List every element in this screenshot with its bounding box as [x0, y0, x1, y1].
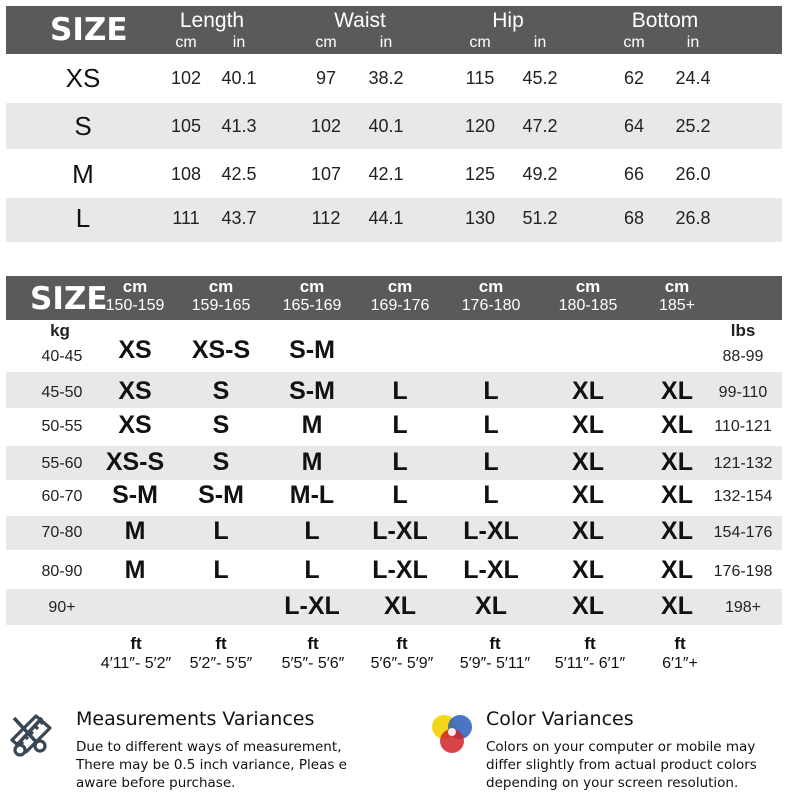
table-cell: 68 [623, 208, 645, 228]
color-circles-icon [427, 709, 477, 759]
size-cell: XL [475, 592, 507, 620]
table-cell: 62 [623, 68, 645, 88]
weight-kg-label: 60-70 [41, 488, 83, 505]
feet-range-label: 4′11″- 5′2″ [100, 655, 172, 672]
table-cell: 102 [170, 68, 202, 88]
measurement-note-line-1: Due to different ways of measurement, [76, 739, 342, 755]
table-cell: 40.1 [221, 68, 257, 88]
weight-kg-label: 50-55 [41, 418, 83, 435]
size-cell: XL [572, 481, 604, 509]
size-cell: XL [661, 556, 693, 584]
color-note-line-2: differ slightly from actual product colors [486, 757, 757, 773]
size-label: XS [65, 63, 101, 93]
size-cell: L-XL [463, 517, 519, 545]
size-cell: M [301, 448, 323, 476]
height-unit-label: cm [299, 277, 325, 296]
unit-cm-label: cm [315, 34, 337, 51]
size-cell: XS [118, 336, 152, 364]
size-cell: XL [572, 592, 604, 620]
table-cell: 51.2 [522, 208, 558, 228]
height-unit-label: cm [575, 277, 601, 296]
size-label: S [74, 111, 92, 141]
table-cell: 111 [172, 208, 200, 228]
color-note-title: Color Variances [486, 708, 634, 730]
column-title: Waist [334, 9, 386, 32]
table-cell: 25.2 [675, 116, 711, 136]
size-cell: L [483, 448, 499, 476]
table-cell: 26.8 [675, 208, 711, 228]
feet-unit-label: ft [215, 634, 227, 653]
size-cell: XL [572, 556, 604, 584]
size-label: M [72, 159, 94, 189]
size-cell: L [213, 556, 229, 584]
size-cell: L [392, 377, 408, 405]
size-cell: XL [661, 517, 693, 545]
height-unit-label: cm [664, 277, 690, 296]
size-cell: XS-S [105, 448, 165, 476]
table-cell: 40.1 [368, 116, 404, 136]
size-cell: XS-S [191, 336, 251, 364]
table-cell: 43.7 [221, 208, 257, 228]
unit-cm-label: cm [469, 34, 491, 51]
measurement-note-line-3: aware before purchase. [76, 775, 236, 791]
size-cell: L [392, 448, 408, 476]
table-cell: 26.0 [675, 164, 711, 184]
weight-lbs-label: 198+ [724, 599, 762, 616]
table-cell: 66 [623, 164, 645, 184]
color-note-line-1: Colors on your computer or mobile may [486, 739, 756, 755]
table-cell: 47.2 [522, 116, 558, 136]
size-cell: XS [118, 411, 152, 439]
size-cell: L [483, 481, 499, 509]
table-cell: 49.2 [522, 164, 558, 184]
size-label: L [75, 203, 91, 233]
size-cell: L-XL [284, 592, 340, 620]
size-cell: XL [572, 411, 604, 439]
measurement-note-line-2: There may be 0.5 inch variance, Pleas e [76, 757, 347, 773]
height-range-label: 165-169 [282, 297, 342, 314]
size-cell: M [124, 556, 146, 584]
column-title: Hip [492, 9, 524, 32]
feet-unit-label: ft [130, 634, 142, 653]
feet-unit-label: ft [489, 634, 501, 653]
feet-range-label: 6′1″+ [662, 655, 698, 672]
size-cell: L [483, 377, 499, 405]
size-cell: XL [572, 448, 604, 476]
unit-in-label: in [686, 34, 700, 51]
table-cell: 125 [464, 164, 496, 184]
table-cell: 45.2 [522, 68, 558, 88]
size-cell: S [212, 377, 230, 405]
size-cell: S-M [289, 336, 335, 364]
unit-in-label: in [232, 34, 246, 51]
size-cell: S [212, 411, 230, 439]
height-range-label: 169-176 [370, 297, 430, 314]
size-cell: S-M [289, 377, 335, 405]
table-cell: 120 [464, 116, 496, 136]
table-cell: 115 [465, 68, 495, 88]
size-cell: XL [661, 377, 693, 405]
size-cell: S [212, 448, 230, 476]
size-table-title: SIZE [50, 12, 128, 48]
weight-lbs-label: 88-99 [722, 348, 764, 365]
table-cell: 44.1 [368, 208, 404, 228]
size-cell: L [304, 517, 320, 545]
unit-cm-label: cm [623, 34, 645, 51]
table-cell: 102 [310, 116, 342, 136]
height-range-label: 185+ [658, 297, 696, 314]
size-cell: XL [572, 517, 604, 545]
table-cell: 24.4 [675, 68, 711, 88]
table-cell: 107 [310, 164, 342, 184]
height-unit-label: cm [208, 277, 234, 296]
table-cell: 41.3 [221, 116, 257, 136]
fit-table-title: SIZE [30, 281, 108, 317]
feet-unit-label: ft [396, 634, 408, 653]
table-cell: 97 [315, 68, 337, 88]
height-unit-label: cm [122, 277, 148, 296]
size-cell: L-XL [372, 517, 428, 545]
unit-in-label: in [379, 34, 393, 51]
weight-lbs-label: 110-121 [714, 418, 772, 435]
table-cell: 64 [623, 116, 645, 136]
weight-kg-label: 40-45 [41, 348, 83, 365]
kg-label: kg [50, 321, 70, 340]
weight-lbs-label: 99-110 [718, 384, 768, 401]
height-range-label: 180-185 [558, 297, 618, 314]
size-cell: XL [661, 411, 693, 439]
feet-unit-label: ft [307, 634, 319, 653]
size-cell: S-M [112, 481, 158, 509]
unit-cm-label: cm [175, 34, 197, 51]
table-cell: 130 [464, 208, 496, 228]
height-range-label: 150-159 [105, 297, 165, 314]
size-cell: XL [661, 481, 693, 509]
column-title: Length [179, 9, 245, 32]
weight-kg-label: 80-90 [41, 563, 83, 580]
weight-lbs-label: 154-176 [713, 524, 773, 541]
weight-lbs-label: 176-198 [713, 563, 773, 580]
feet-range-label: 5′5″- 5′6″ [281, 655, 345, 672]
size-cell: L [304, 556, 320, 584]
lbs-label: lbs [730, 321, 756, 340]
size-cell: XL [384, 592, 416, 620]
table-cell: 105 [170, 116, 202, 136]
table-cell: 42.5 [221, 164, 257, 184]
size-cell: M [124, 517, 146, 545]
weight-kg-label: 55-60 [41, 455, 83, 472]
ruler-scissors-icon [6, 710, 56, 760]
feet-unit-label: ft [584, 634, 596, 653]
size-cell: L [213, 517, 229, 545]
height-range-label: 176-180 [461, 297, 521, 314]
weight-kg-label: 45-50 [41, 384, 83, 401]
color-note-line-3: depending on your screen resolution. [486, 775, 739, 791]
size-cell: S-M [198, 481, 244, 509]
weight-kg-label: 70-80 [41, 524, 83, 541]
height-unit-label: cm [478, 277, 504, 296]
weight-kg-label: 90+ [48, 599, 76, 616]
feet-range-label: 5′6″- 5′9″ [370, 655, 434, 672]
table-cell: 38.2 [368, 68, 404, 88]
size-cell: L-XL [463, 556, 519, 584]
feet-range-label: 5′2″- 5′5″ [189, 655, 253, 672]
height-range-label: 159-165 [191, 297, 251, 314]
feet-unit-label: ft [674, 634, 686, 653]
table-cell: 42.1 [368, 164, 404, 184]
unit-in-label: in [533, 34, 547, 51]
size-cell: L-XL [372, 556, 428, 584]
size-cell: L [392, 411, 408, 439]
feet-range-label: 5′9″- 5′11″ [459, 655, 531, 672]
size-cell: L [483, 411, 499, 439]
size-cell: XL [661, 448, 693, 476]
weight-lbs-label: 132-154 [713, 488, 773, 505]
size-cell: M-L [289, 481, 335, 509]
feet-range-label: 5′11″- 6′1″ [554, 655, 626, 672]
column-title: Bottom [631, 9, 699, 32]
size-cell: XL [661, 592, 693, 620]
table-cell: 112 [311, 208, 341, 228]
size-cell: XS [118, 377, 152, 405]
size-cell: M [301, 411, 323, 439]
size-cell: XL [572, 377, 604, 405]
size-cell: L [392, 481, 408, 509]
table-cell: 108 [170, 164, 202, 184]
weight-lbs-label: 121-132 [713, 455, 773, 472]
measurement-note-title: Measurements Variances [76, 708, 315, 730]
height-unit-label: cm [387, 277, 413, 296]
